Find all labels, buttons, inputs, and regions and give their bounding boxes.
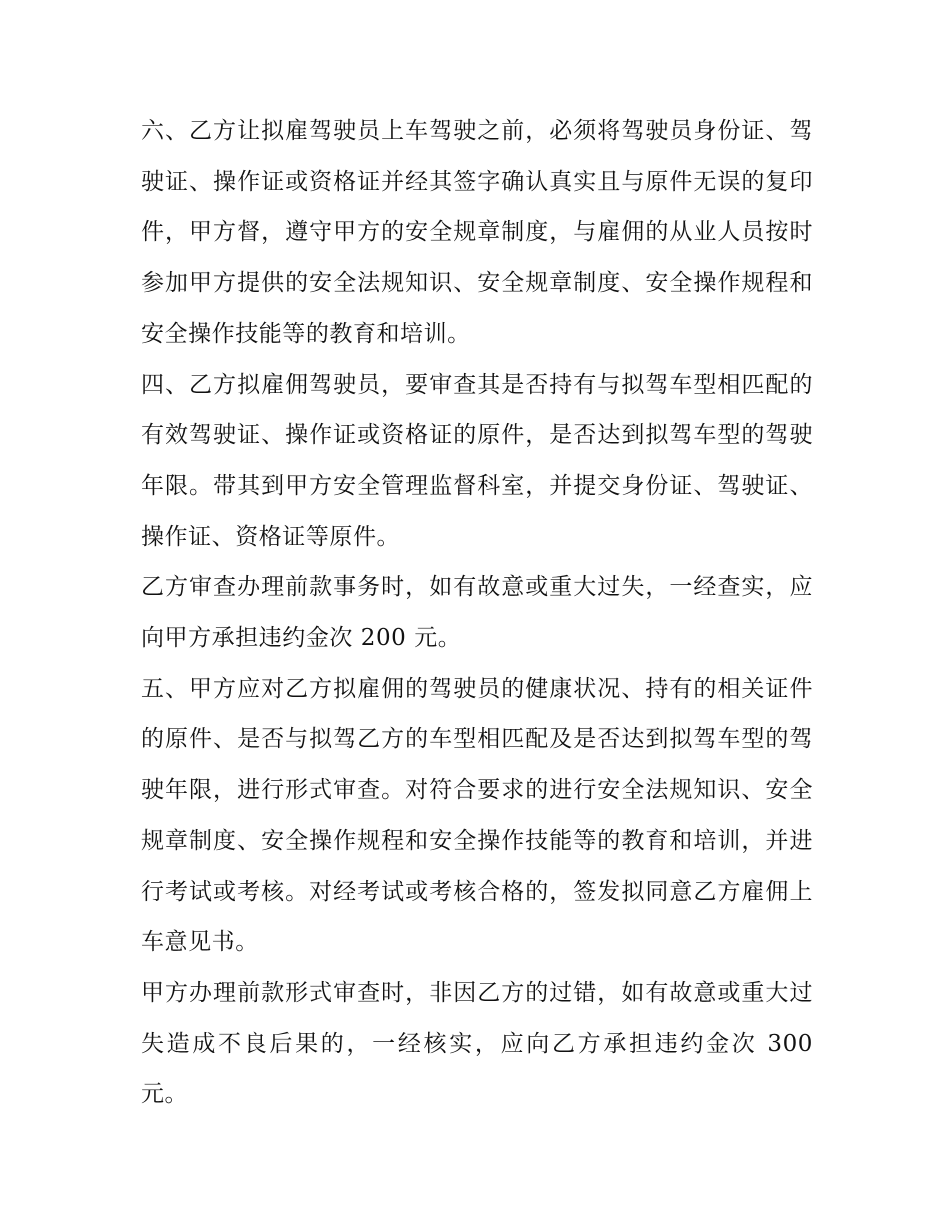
paragraph-clause-5: 五、甲方应对乙方拟雇佣的驾驶员的健康状况、持有的相关证件的原件、是否与拟驾乙方的车型相匹配及是否达到拟驾车型的驾驶年限，进行形式审查。对符合要求的进行安全法规知识、安全规章制度、安全操作规程和安全操作技能等的教育和培训，并进行考试或考核。对经考试或考核合格的，签发拟同意乙方雇佣上车意见书。	[141, 675, 813, 956]
paragraph-clause-5-penalty: 甲方办理前款形式审查时，非因乙方的过错，如有故意或重大过失造成不良后果的，一经核实，应向乙方承担违约金次 300 元。	[141, 979, 813, 1108]
paragraph-clause-4: 四、乙方拟雇佣驾驶员，要审查其是否持有与拟驾车型相匹配的有效驾驶证、操作证或资格证的原件，是否达到拟驾车型的驾驶年限。带其到甲方安全管理监督科室，并提交身份证、驾驶证、操作证、资格证等原件。	[141, 371, 813, 550]
paragraph-clause-6: 六、乙方让拟雇驾驶员上车驾驶之前，必须将驾驶员身份证、驾驶证、操作证或资格证并经其签字确认真实且与原件无误的复印件，甲方督，遵守甲方的安全规章制度，与雇佣的从业人员按时参加甲方提供的安全法规知识、安全规章制度、安全操作规程和安全操作技能等的教育和培训。	[141, 118, 813, 347]
document-body	[141, 106, 813, 1120]
paragraph-clause-4-penalty: 乙方审查办理前款事务时，如有故意或重大过失，一经查实，应向甲方承担违约金次 200 元。	[141, 574, 813, 652]
